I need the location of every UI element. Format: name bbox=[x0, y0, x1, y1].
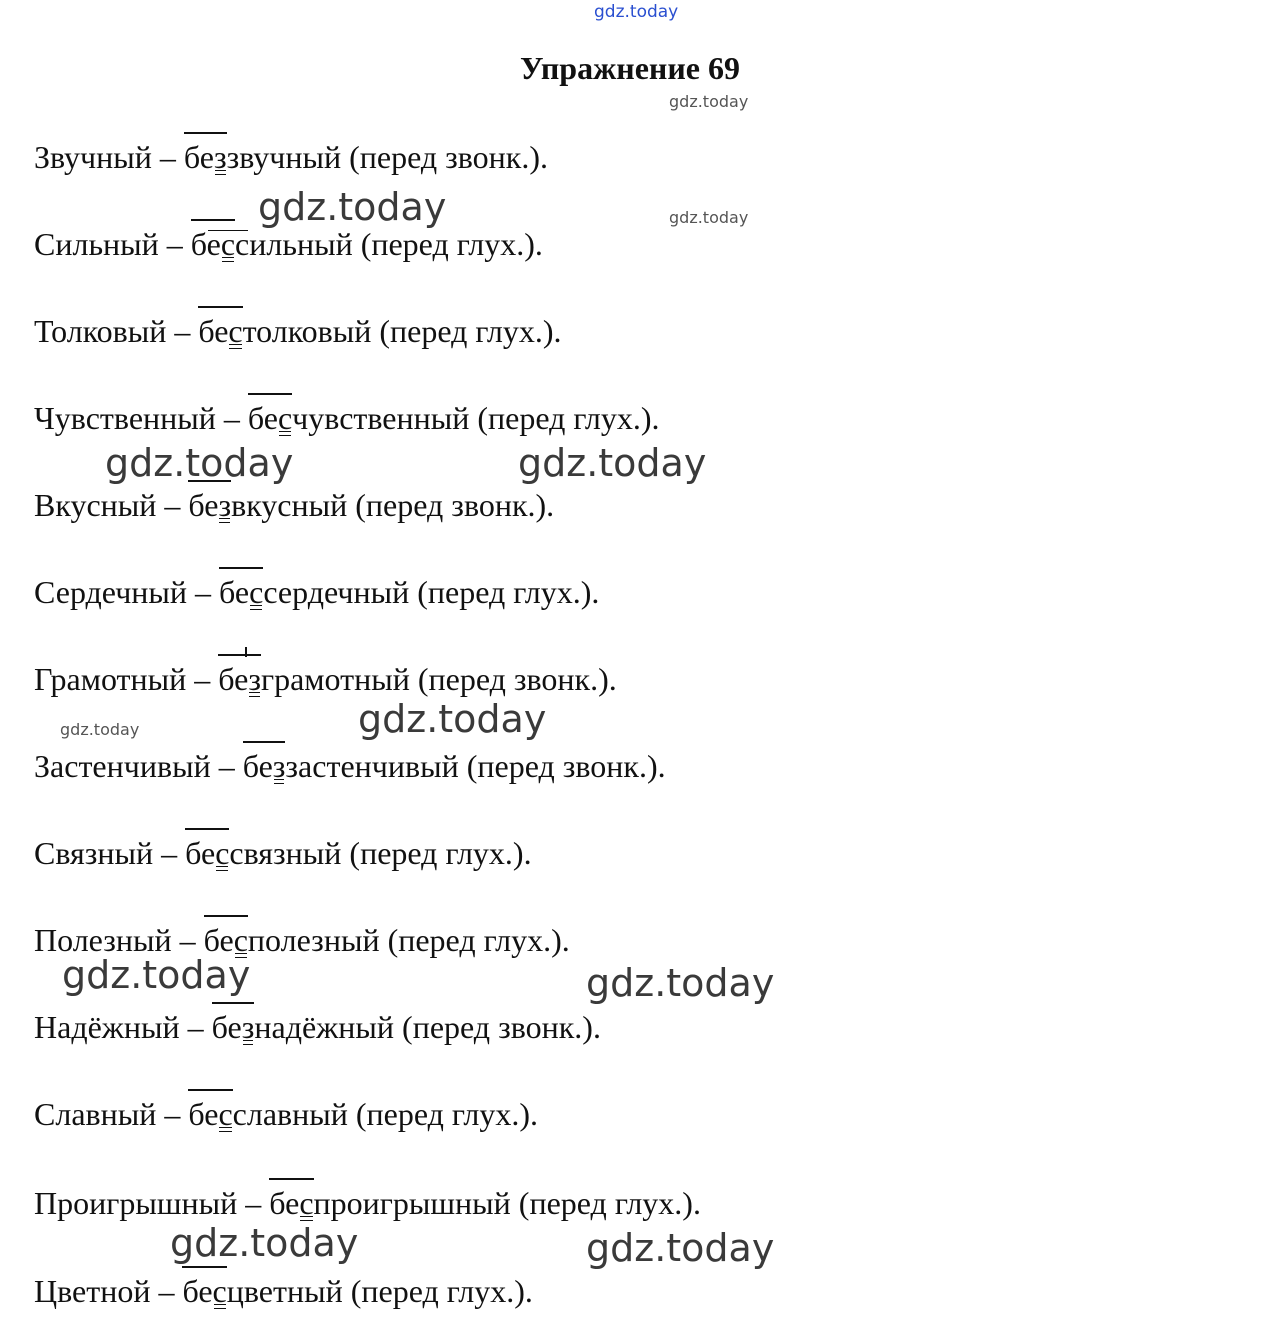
prefix-letter: с bbox=[215, 835, 230, 871]
rule-note: (перед звонк.). bbox=[347, 487, 555, 523]
word-row bbox=[34, 750, 666, 782]
dash: – bbox=[171, 922, 204, 958]
word-row bbox=[34, 489, 554, 521]
word-row bbox=[34, 1011, 601, 1043]
dash: – bbox=[156, 487, 189, 523]
base-word: Чувственный bbox=[34, 400, 216, 436]
base-word: Толковый bbox=[34, 313, 167, 349]
rest-word: надёжный bbox=[254, 1009, 395, 1045]
rest-word: проигрышный bbox=[313, 1185, 511, 1221]
watermark-large: gdz.today bbox=[105, 441, 294, 485]
base-word: Сильный bbox=[34, 226, 159, 262]
rest-word: вкусный bbox=[231, 487, 348, 523]
watermark-top: gdz.today bbox=[594, 2, 679, 22]
word-row bbox=[34, 1275, 533, 1307]
prefix: бес bbox=[185, 835, 230, 871]
word-row bbox=[34, 141, 548, 173]
watermark-small: gdz.today bbox=[669, 208, 749, 227]
base-word: Застенчивый bbox=[34, 748, 211, 784]
rest-word: застенчивый bbox=[285, 748, 459, 784]
base-word: Проигрышный bbox=[34, 1185, 238, 1221]
dash: – bbox=[153, 835, 186, 871]
base-word: Полезный bbox=[34, 922, 172, 958]
watermark-large: gdz.today bbox=[586, 1226, 775, 1270]
prefix-letter: з bbox=[272, 748, 286, 784]
watermark-large: gdz.today bbox=[258, 185, 447, 229]
rule-note: (перед глух.). bbox=[510, 1185, 701, 1221]
prefix: бес bbox=[247, 400, 293, 436]
dash: – bbox=[237, 1185, 270, 1221]
watermark-large: gdz.today bbox=[518, 441, 707, 485]
word-row bbox=[34, 228, 543, 260]
rule-note: (перед глух.). bbox=[379, 922, 570, 958]
rule-note: (перед глух.). bbox=[352, 226, 543, 262]
prefix: бес bbox=[190, 226, 236, 262]
dash: – bbox=[215, 400, 248, 436]
rule-note: (перед звонк.). bbox=[409, 661, 617, 697]
base-word: Сердечный bbox=[34, 574, 188, 610]
dash: – bbox=[151, 139, 184, 175]
word-row bbox=[34, 837, 532, 869]
dash: – bbox=[187, 574, 220, 610]
prefix: без bbox=[188, 487, 232, 523]
prefix: без bbox=[242, 748, 286, 784]
prefix: бес bbox=[198, 313, 243, 349]
base-word: Грамотный bbox=[34, 661, 187, 697]
word-row bbox=[34, 315, 562, 347]
prefix-letter: з bbox=[248, 661, 261, 697]
prefix: без bbox=[211, 1009, 255, 1045]
word-row bbox=[34, 924, 570, 956]
prefix: бес bbox=[203, 922, 248, 958]
prefix-letter: з bbox=[218, 487, 232, 523]
dash: – bbox=[210, 748, 243, 784]
word-row bbox=[34, 402, 660, 434]
watermark-large: gdz.today bbox=[170, 1221, 359, 1265]
rule-note: (перед глух.). bbox=[341, 835, 532, 871]
rest-word: славный bbox=[232, 1096, 348, 1132]
rest-word: толковый bbox=[242, 313, 372, 349]
word-row bbox=[34, 576, 599, 608]
prefix-letter: с bbox=[277, 400, 293, 436]
rule-note: (перед звонк.). bbox=[341, 139, 548, 175]
dash: – bbox=[179, 1009, 212, 1045]
rule-note: (перед глух.). bbox=[347, 1096, 539, 1132]
prefix: бес bbox=[219, 574, 264, 610]
watermark-large: gdz.today bbox=[62, 953, 251, 997]
word-row bbox=[34, 1098, 538, 1130]
dash: – bbox=[158, 226, 191, 262]
base-word: Надёжный bbox=[34, 1009, 180, 1045]
prefix-letter: з bbox=[213, 139, 227, 175]
rule-note: (перед глух.). bbox=[342, 1273, 533, 1309]
rest-word: грамотный bbox=[260, 661, 410, 697]
rest-word: сердечный bbox=[263, 574, 410, 610]
rest-word: связный bbox=[229, 835, 342, 871]
prefix-letter: с bbox=[228, 313, 243, 349]
rest-word: сильный bbox=[235, 226, 353, 262]
word-row bbox=[34, 663, 617, 695]
prefix-letter: с bbox=[212, 1273, 227, 1309]
word-row bbox=[34, 1187, 701, 1219]
prefix: бес bbox=[269, 1185, 314, 1221]
watermark-large: gdz.today bbox=[358, 697, 547, 741]
rest-word: полезный bbox=[247, 922, 380, 958]
rule-note: (перед звонк.). bbox=[458, 748, 666, 784]
prefix-letter: с bbox=[249, 574, 264, 610]
base-word: Цветной bbox=[34, 1273, 151, 1309]
rest-word: цветный bbox=[226, 1273, 343, 1309]
base-word: Славный bbox=[34, 1096, 157, 1132]
prefix-letter: с bbox=[220, 226, 236, 262]
rule-note: (перед глух.). bbox=[409, 574, 600, 610]
prefix: без bbox=[183, 139, 227, 175]
rule-note: (перед звонк.). bbox=[394, 1009, 601, 1045]
dash: – bbox=[150, 1273, 183, 1309]
base-word: Звучный bbox=[34, 139, 152, 175]
prefix-letter: с bbox=[218, 1096, 233, 1132]
dash: – bbox=[186, 661, 219, 697]
dash: – bbox=[166, 313, 199, 349]
rest-word: звучный bbox=[226, 139, 342, 175]
prefix-letter: з bbox=[241, 1009, 255, 1045]
page-title: Упражнение 69 bbox=[519, 50, 740, 86]
rest-word: чувственный bbox=[292, 400, 470, 436]
watermark-small: gdz.today bbox=[60, 720, 140, 739]
rule-note: (перед глух.). bbox=[469, 400, 660, 436]
prefix: бес bbox=[182, 1273, 227, 1309]
prefix-letter: с bbox=[233, 922, 248, 958]
base-word: Связный bbox=[34, 835, 154, 871]
dash: – bbox=[156, 1096, 189, 1132]
watermark-large: gdz.today bbox=[586, 961, 775, 1005]
base-word: Вкусный bbox=[34, 487, 157, 523]
prefix: без bbox=[218, 661, 261, 697]
prefix-letter: с bbox=[299, 1185, 314, 1221]
rule-note: (перед глух.). bbox=[371, 313, 562, 349]
prefix: бес bbox=[188, 1096, 233, 1132]
watermark-small: gdz.today bbox=[669, 92, 749, 111]
